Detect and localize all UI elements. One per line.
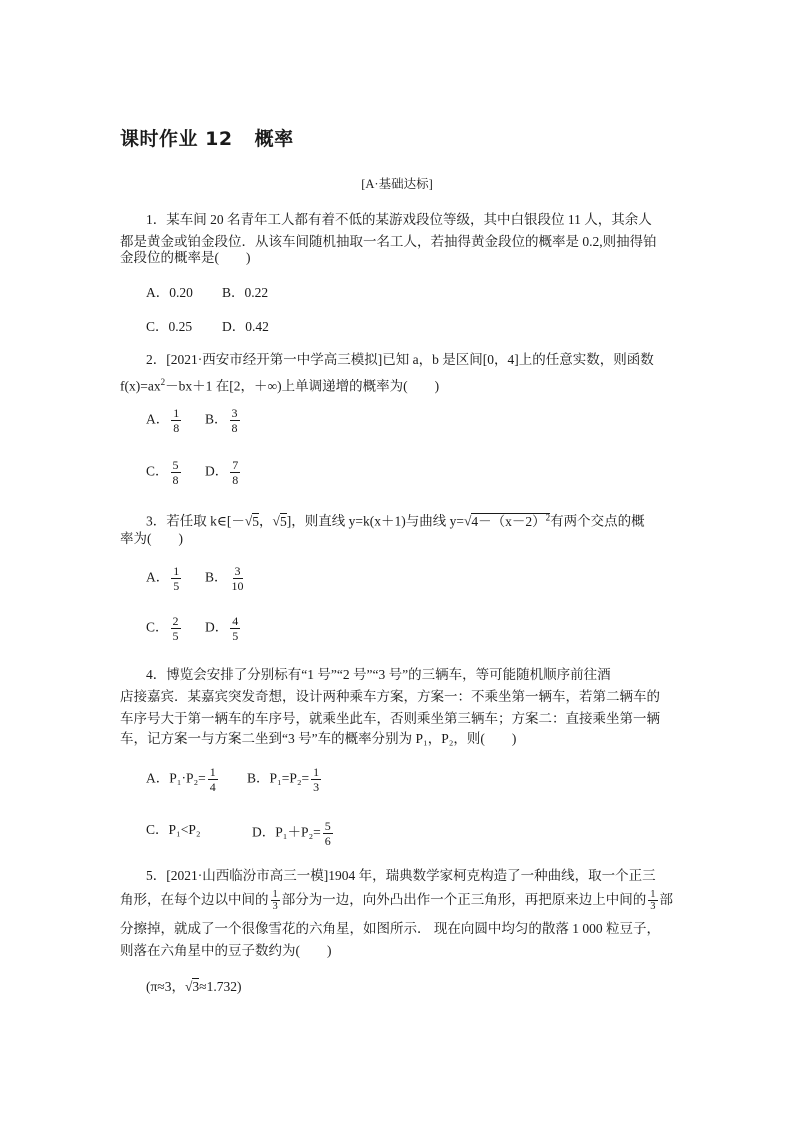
q4-line2: 店接嘉宾．某嘉宾突发奇想，设计两种乘车方案，方案一：不乘坐第一辆车，若第二辆车的: [120, 689, 660, 704]
section-heading: [A·基础达标]: [361, 177, 433, 191]
q5-line3: 分擦掉，就成了一个很像雪花的六角星，如图所示． 现在向圆中均匀的散落 1 000 粒豆子，: [120, 921, 660, 936]
q1-option-a: A．0.20: [146, 285, 193, 300]
q3-option-c: C． $\frac{2}{5}$: [146, 614, 179, 643]
q3-option-a: A． $\frac{1}{5}$: [146, 564, 180, 593]
q4-option-d: D．P₁＋P₂= $\frac{5}{6}$: [252, 819, 331, 848]
q2-option-c: C． $\frac{5}{8}$: [146, 458, 179, 487]
title-main: 课时作业 12: [120, 128, 233, 150]
page-title: [120, 124, 294, 151]
q2-option-b: B． $\frac{3}{8}$: [205, 406, 238, 435]
q4-line3: 车序号大于第一辆车的车序号，就乘坐此车，否则乘坐第三辆车；方案二：直接乘坐第一辆: [120, 711, 660, 726]
q5-hint: (π≈3，√3≈1.732): [146, 979, 242, 994]
q4-line4: 车，记方案一与方案二坐到“3 号”车的概率分别为 P₁，P₂，则( ): [120, 731, 517, 746]
q4-option-b: B．P₁=P₂= $\frac{1}{3}$: [247, 765, 320, 794]
q5-line2: 角形，在每个边以中间的 $\frac{1}{3}$ 部分为一边，向外凸出作一个正三角形，再把原来边上中间的 $\frac{1}{3}$ 部: [120, 889, 673, 913]
q1-line2: 都是黄金或铂金段位．从该车间随机抽取一名工人，若抽得黄金段位的概率是 0.2,则抽得铂: [120, 234, 657, 249]
q1-option-d: D．0.42: [222, 319, 269, 334]
q2-line2: $f(x)=ax^2-bx+1$ 在[2，＋∞)上单调递增的概率为( ): [120, 377, 440, 394]
q3-option-b: B． $\frac{3}{10}$: [205, 564, 244, 593]
q2-option-d: D． $\frac{7}{8}$: [205, 458, 239, 487]
q3-line2: 率为( ): [120, 531, 183, 546]
q4-option-c: C．P₁<P₂: [146, 822, 201, 837]
q3-line1: 3．若任取 k∈[－√5，√5]，则直线 y=k(x＋1)与曲线 $y=√4-(x-2)^2$有两个交点的概: [146, 512, 645, 529]
q1-option-c: C．0.25: [146, 319, 193, 334]
title-sub: 概率: [254, 128, 294, 150]
q4-option-a: A．P₁·P₂= $\frac{1}{4}$: [146, 765, 216, 794]
q4-line1: 4．博览会安排了分别标有“1 号”“2 号”“3 号”的三辆车，等可能随机顺序前往酒: [146, 667, 611, 682]
q1-line3: 金段位的概率是( ): [120, 250, 251, 265]
q1-option-b: B．0.22: [222, 285, 269, 300]
q1-line1: 1．某车间 20 名青年工人都有着不低的某游戏段位等级，其中白银段位 11 人，其余人: [146, 212, 652, 227]
q2-line1: 2．[2021·西安市经开第一中学高三模拟]已知 a，b 是区间[0，4]上的任意实数，则函数: [146, 352, 654, 367]
q2-option-a: A． $\frac{1}{8}$: [146, 406, 180, 435]
q5-line4: 则落在六角星中的豆子数约为( ): [120, 943, 332, 958]
q5-line1: 5．[2021·山西临汾市高三一模]1904 年，瑞典数学家柯克构造了一种曲线，取一个正三: [146, 868, 656, 883]
q3-option-d: D． $\frac{4}{5}$: [205, 614, 239, 643]
